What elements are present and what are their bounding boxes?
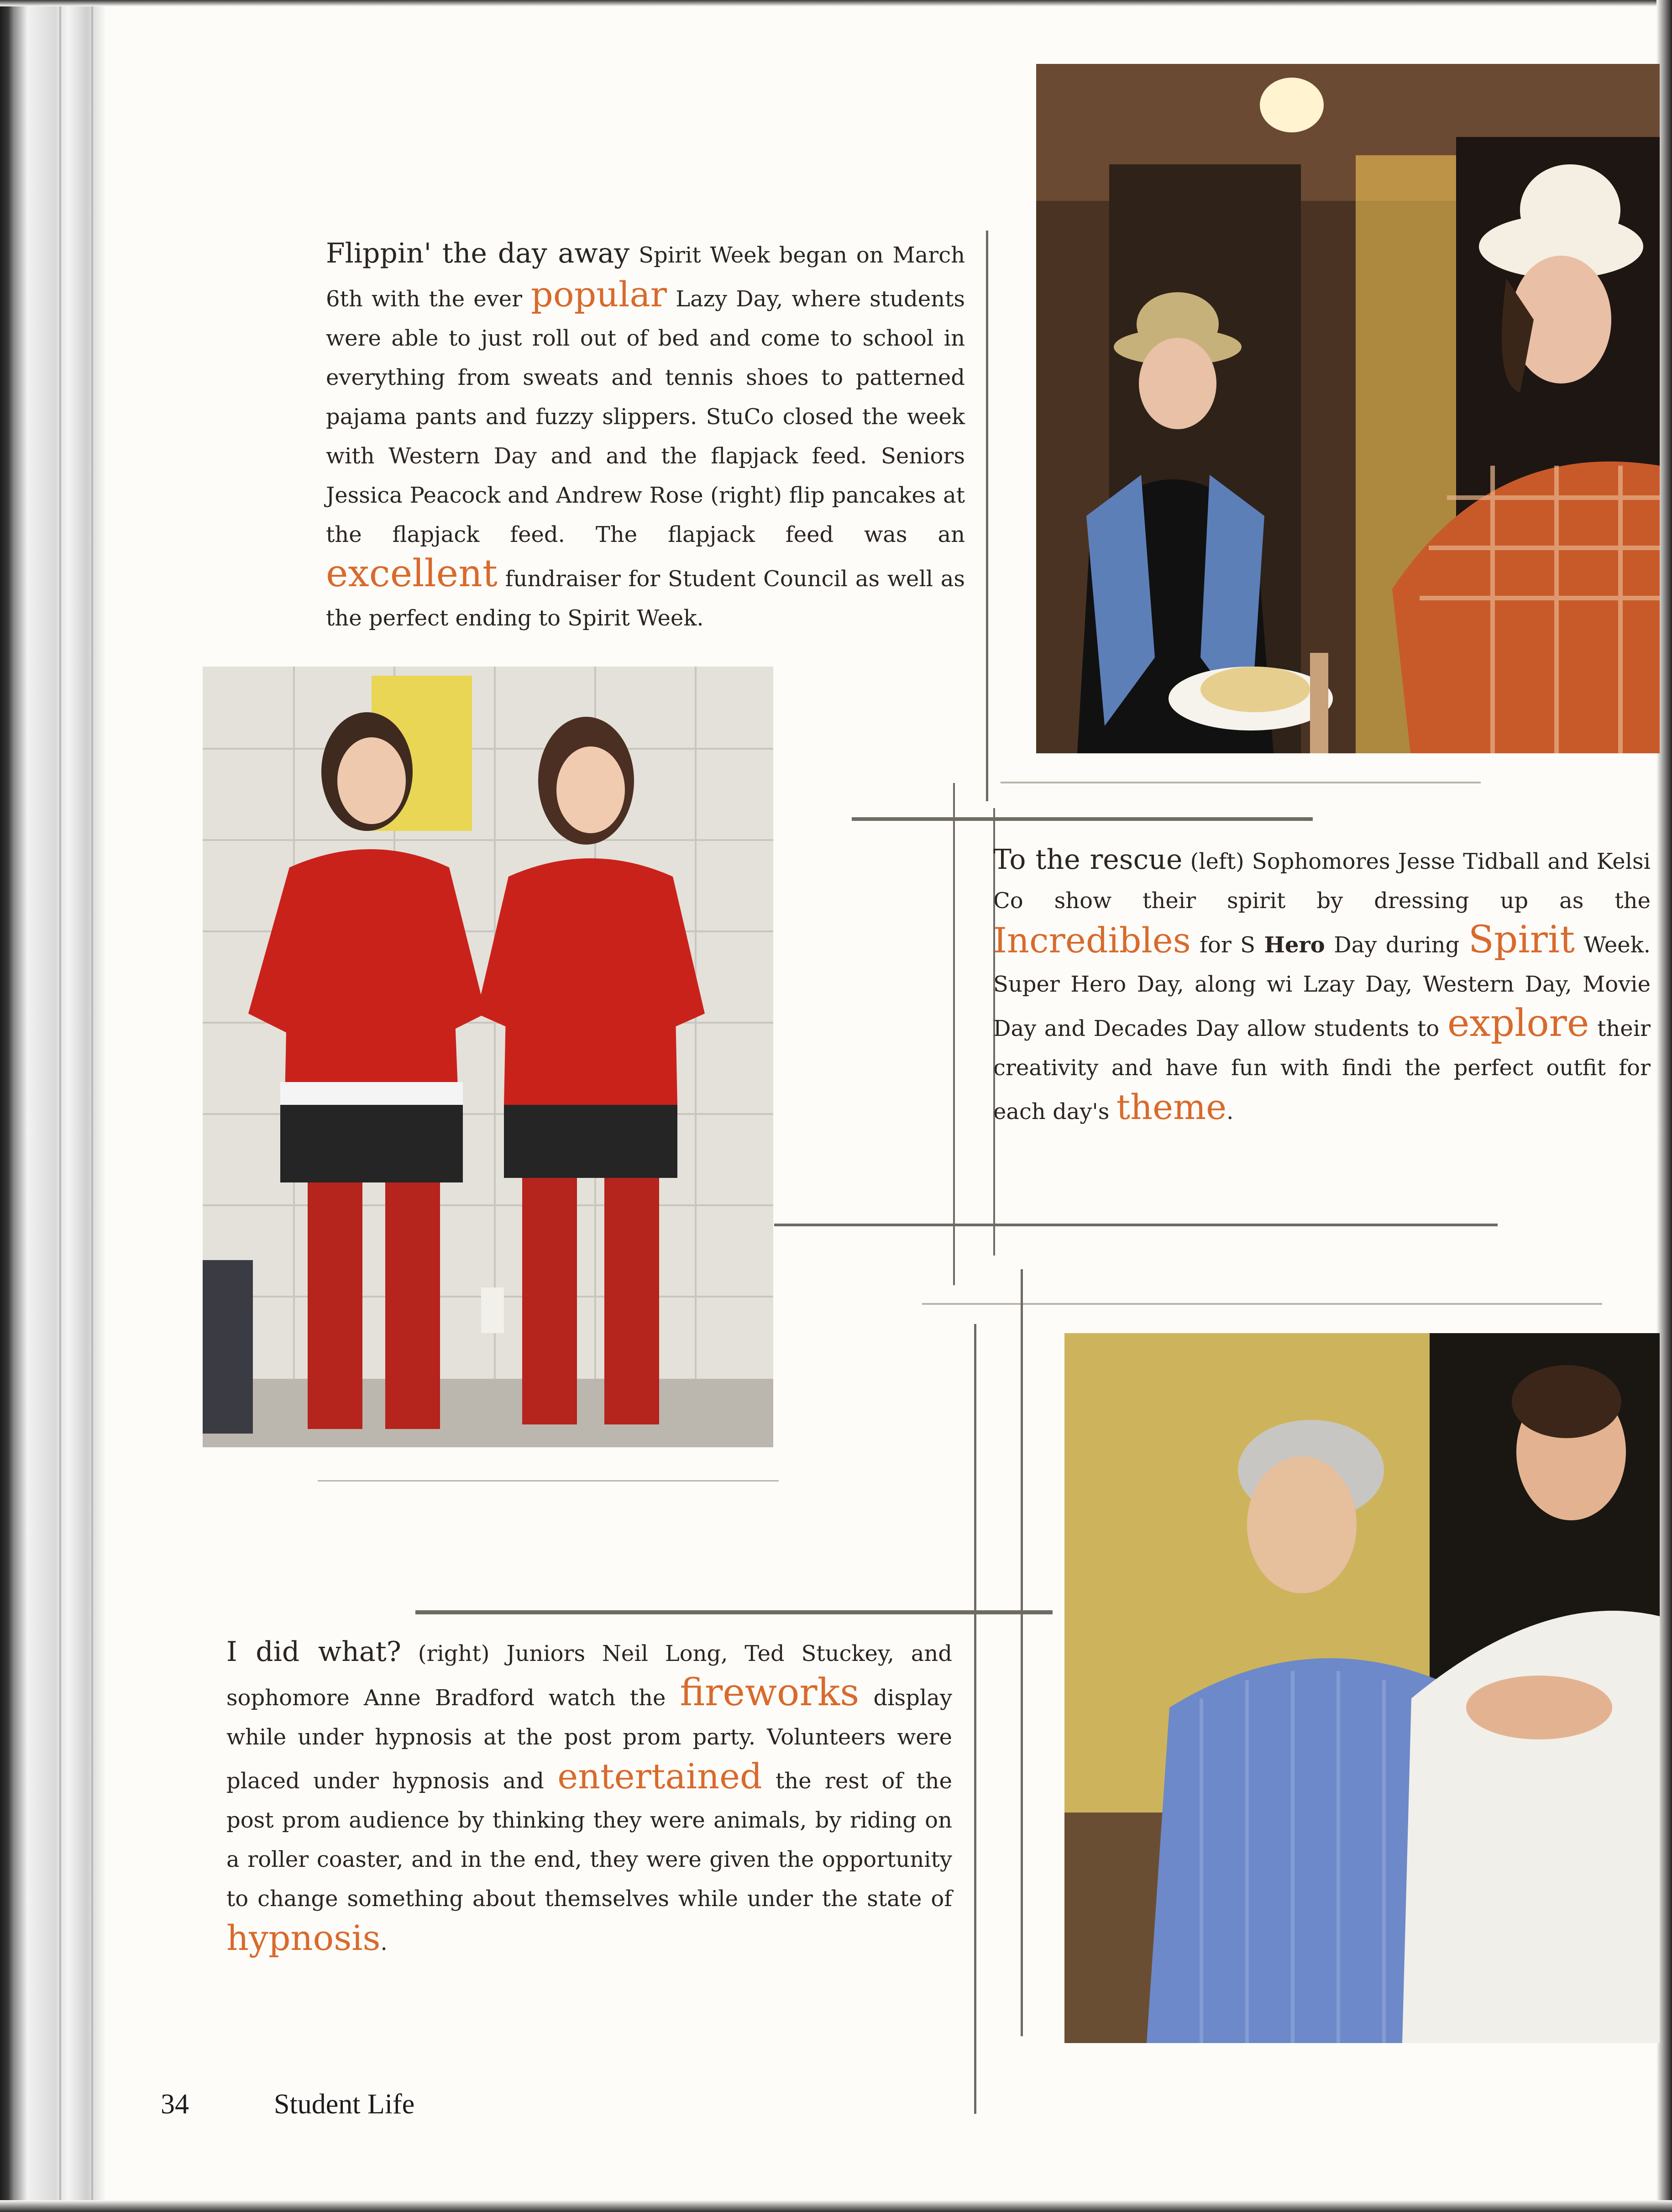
highlight-word: Spirit: [1468, 918, 1575, 962]
caption-text: their creativity and have fun with findi the perfect outfit for each day's: [993, 1016, 1651, 1124]
caption-title: To the rescue: [993, 844, 1183, 876]
divider: [953, 783, 955, 1285]
divider: [1001, 782, 1481, 783]
binding-line: [59, 0, 61, 2212]
caption-text: .: [380, 1930, 388, 1955]
caption-title: I did what?: [226, 1636, 401, 1668]
divider: [922, 1303, 1602, 1305]
caption-text: fundraiser for Student Council as well as the perfect ending to Spirit Week.: [326, 566, 965, 631]
caption-text: Day during: [1334, 932, 1460, 958]
divider: [774, 1224, 1498, 1226]
binding-line: [91, 0, 93, 2212]
caption-rescue: [993, 840, 1651, 1178]
divider: [1021, 1269, 1023, 2036]
caption-text: .: [1226, 1099, 1234, 1124]
divider: [974, 1324, 976, 2114]
highlight-word: hypnosis: [226, 1918, 381, 1958]
caption-text: show their spirit by dressing up as the: [1054, 888, 1651, 914]
caption-text: (left) Sophomores Jesse Tidball and Kelsi Co: [993, 849, 1651, 914]
page-bottom-edge: [0, 2200, 1672, 2212]
caption-text: Spirit Week began on March 6th with the ever: [326, 242, 965, 312]
highlight-word: excellent: [326, 552, 498, 595]
caption-text: Lazy Day, where students were able to just roll out of bed and come to school in everything from sweats and tennis shoes to patterned pajama pants and fuzzy slippers. StuCo closed the week with Western Day and and the flapjack feed. Seniors Jessica Peacock and Andrew Rose (right) flip pancakes at the flapjack feed. The flapjack feed was an: [326, 286, 965, 547]
caption-text: display while under hypnosis at the post prom party. Volunteers were placed under hypnosis and: [226, 1685, 952, 1794]
caption-text: for S: [1200, 932, 1256, 958]
caption-title: Flippin' the day away: [326, 237, 630, 269]
highlight-word: popular: [531, 274, 667, 315]
page-number: 34: [161, 2089, 189, 2120]
divider: [318, 1480, 779, 1482]
caption-text: Week. Super Hero Day, along wi Lzay Day, Western Day, Movie Day and Decades Day allow students to: [993, 932, 1651, 1041]
caption-text: Hero: [1264, 932, 1325, 958]
divider: [986, 231, 988, 801]
photo-hypnosis: [1064, 1333, 1660, 2043]
highlight-word: theme: [1116, 1087, 1227, 1127]
highlight-word: Incredibles: [993, 920, 1191, 961]
photo-flapjack-feed: [1036, 64, 1660, 753]
page-top-edge: [0, 0, 1672, 6]
highlight-word: entertained: [557, 1756, 762, 1797]
highlight-word: fireworks: [680, 1671, 860, 1714]
highlight-word: explore: [1447, 1002, 1589, 1045]
caption-text: the rest of the post prom audience by thinking they were animals, by riding on a roller coaster, and in the end, they were given the opportunity to change something about themselves while under the state of: [226, 1768, 952, 1912]
divider: [415, 1610, 1053, 1614]
page-binding: [0, 0, 105, 2212]
caption-hypnosis: [226, 1632, 952, 1962]
section-title: Student Life: [274, 2089, 415, 2120]
caption-text: (right) Juniors Neil Long, Ted Stuckey, and sophomore Anne Bradford watch the: [226, 1641, 952, 1711]
divider: [852, 817, 1313, 821]
caption-flippin: [326, 234, 965, 638]
photo-incredibles: [203, 667, 773, 1447]
